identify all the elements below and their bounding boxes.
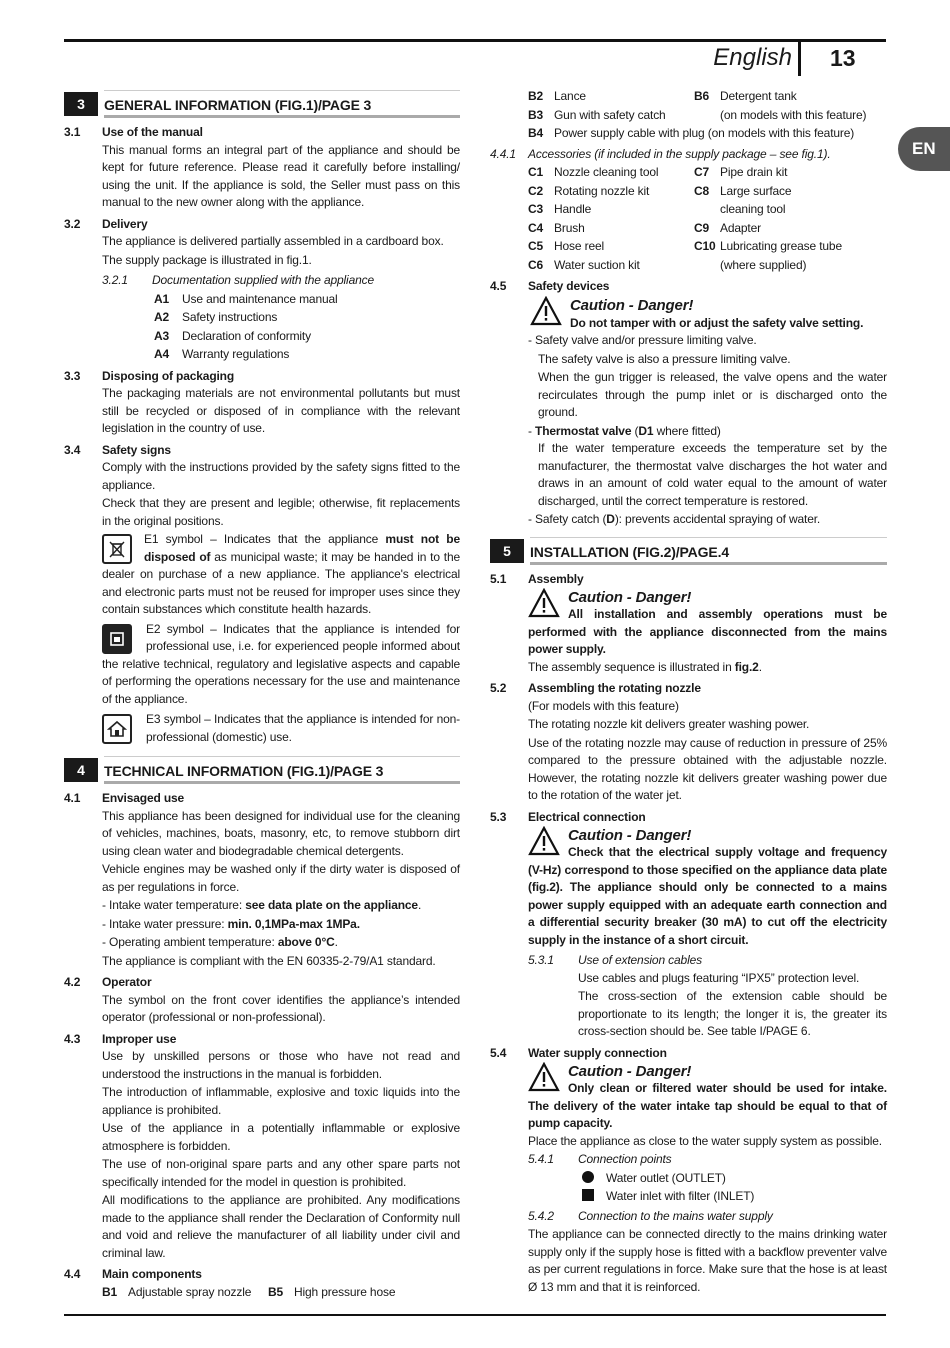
list-item (154, 328, 460, 346)
paragraph: Use by unskilled persons or those who have not read and understood the instructions in the manual is forbidden. (102, 1049, 460, 1081)
warning-triangle-icon (530, 296, 562, 326)
subsection-5-3 (490, 809, 887, 1041)
subsection-5-3-1 (528, 952, 887, 970)
subsection-4-4 (64, 1266, 460, 1301)
subsection-4-4-1 (490, 146, 887, 164)
paragraph: When the gun trigger is released, the valve opens and the water recirculates through the pump inlet or is discharged onto the ground. (538, 370, 887, 419)
spacer (694, 201, 720, 219)
top-rule (64, 39, 886, 42)
bullet (528, 511, 887, 529)
symbol-e2-text (102, 621, 460, 709)
text-run-bold: D (606, 512, 615, 526)
item-label: Brush (554, 220, 585, 235)
subsection-title: Connection to the mains water supply (578, 1208, 773, 1223)
warning-triangle-icon (528, 1062, 560, 1092)
section-number: 4 (64, 758, 98, 782)
subsection-3-2-1 (102, 272, 460, 290)
caution-text: Only clean or filtered water should be used for intake. The delivery of the water intake tap should be equal to that of pump capacity. (528, 1081, 887, 1130)
symbol-e3-text (102, 711, 460, 746)
header-divider (798, 40, 801, 76)
text-run: The assembly sequence is illustrated in (528, 659, 735, 674)
section-5-heading (490, 537, 887, 565)
list-item (154, 291, 460, 309)
item-label: (where supplied) (720, 257, 807, 272)
item-code: B4 (528, 126, 544, 140)
item-code: C9 (694, 220, 710, 235)
text-run: ): prevents accidental spraying of water. (614, 512, 821, 526)
warning-triangle-icon (528, 826, 560, 856)
item-code: B5 (268, 1284, 284, 1299)
subsection-number: 4.5 (490, 279, 507, 293)
section-title: INSTALLATION (FIG.2)/PAGE.4 (530, 537, 887, 565)
item-code: B2 (528, 89, 544, 103)
text-run: - Safety catch ( (528, 512, 607, 526)
paragraph: The supply package is illustrated in fig.1. (102, 252, 312, 267)
text-run-bold: must not be disposed of (144, 532, 460, 564)
item-code: A3 (154, 328, 170, 343)
subsection-4-1 (64, 790, 460, 970)
item-label: Pipe drain kit (720, 165, 788, 179)
item-label: Warranty regulations (182, 347, 290, 361)
subsection-title: Documentation supplied with the appliance (152, 273, 374, 287)
right-column (490, 88, 887, 1296)
subsection-number: 4.1 (64, 791, 81, 805)
spacer (694, 257, 720, 275)
bullet (102, 934, 460, 952)
paragraph: The packaging materials are not environmental pollutants but must still be recycled or disposed of in compliance with the relevant legislation in the country of use. (102, 386, 460, 435)
subsection-number: 4.3 (64, 1031, 81, 1046)
subsection-title: Improper use (102, 1031, 177, 1046)
accessories-grid (528, 163, 887, 274)
bullet (102, 916, 460, 934)
caution-title: Caution - Danger! (570, 296, 694, 314)
subsection-3-3 (64, 368, 460, 438)
text-run: as municipal waste; it may be handed in to the dealer on purchase of a new appliance. The appliance's electrical and electronic parts must not be reused for improper uses since they contain substances which constitute health hazards. (102, 549, 460, 616)
item-label: Water inlet with filter (INLET) (606, 1189, 755, 1203)
connection-point-inlet (582, 1188, 887, 1206)
professional-use-icon (102, 624, 132, 654)
subsection-title: Delivery (102, 216, 148, 231)
item-code: B1 (102, 1284, 118, 1299)
subsection-5-2 (490, 680, 887, 805)
item-label: (on models with this feature) (720, 107, 867, 122)
text-run: - Intake water pressure: (102, 916, 228, 931)
text-run-bold: fig.2 (734, 659, 759, 674)
list-item (694, 183, 887, 201)
list-item (694, 164, 887, 182)
paragraph: The symbol on the front cover identifies the appliance’s intended operator (professional or non-professional). (102, 992, 460, 1024)
header-language: English (713, 44, 792, 71)
list-item (528, 107, 694, 125)
subsection-title: Connection points (578, 1152, 672, 1166)
item-code: C1 (528, 165, 544, 179)
item-code: C2 (528, 183, 544, 198)
list-item (154, 346, 460, 364)
text-run: ( (631, 423, 639, 438)
subsection-number: 4.2 (64, 975, 81, 989)
caution-title: Caution - Danger! (568, 589, 692, 606)
subsection-title: Electrical connection (528, 809, 646, 824)
subsection-title: Disposing of packaging (102, 368, 235, 383)
item-label: Declaration of conformity (182, 328, 311, 343)
text-run: where fitted) (653, 423, 721, 438)
list-item (528, 201, 694, 219)
paragraph: Check that they are present and legible; otherwise, fit replacements in the original positions. (102, 496, 460, 528)
item-code: C8 (694, 183, 710, 198)
item-label: Safety instructions (182, 310, 278, 324)
item-code: C4 (528, 220, 544, 235)
item-code: C6 (528, 257, 544, 272)
text-run-bold: min. 0,1MPa-max 1MPa. (227, 916, 360, 931)
symbol-e1-text (102, 531, 460, 619)
page-number: 13 (830, 45, 856, 71)
paragraph: Place the appliance as close to the water supply system as possible. (528, 1133, 882, 1148)
text-run-bold: see data plate on the appliance (245, 898, 418, 912)
subsection-3-2 (64, 216, 460, 364)
paragraph: This appliance has been designed for individual use for the cleaning of vehicles, machines, boats, masonry, etc, to remove stubborn dirt using clean water and biodegradable chemical detergents. (102, 808, 460, 858)
subsection-title: Safety devices (528, 279, 610, 293)
subsection-title: Operator (102, 975, 152, 989)
paragraph: The cross-section of the extension cable should be proportionate to its length; the longer it is, the greater its cross-section should be. See table I/PAGE 6. (578, 989, 887, 1038)
item-code: C3 (528, 202, 544, 216)
safety-devices-list (528, 332, 887, 529)
text-run-bold: above 0°C (277, 935, 335, 949)
text-run: E2 symbol – Indicates that the appliance is intended for professional use, i.e. for experienced people informed about the relative technical, regulatory and legislative aspects and capable of performing the operations necessary for the use and maintenance of the appliance. (102, 621, 460, 706)
subsection-title: Accessories (if included in the supply package – see fig.1). (528, 146, 831, 161)
square-bullet-icon (582, 1189, 594, 1201)
circle-bullet-icon (582, 1171, 594, 1183)
text-run: . (417, 898, 422, 912)
section-4-heading (64, 756, 460, 784)
item-label: Water outlet (OUTLET) (606, 1170, 726, 1185)
text-run-bold: D1 (638, 423, 654, 438)
text-run: E3 symbol – Indicates that the appliance is intended for non-professional (domestic) use. (146, 712, 460, 744)
item-label: Large surface (720, 183, 792, 198)
subsection-title: Assembly (528, 571, 584, 586)
components-grid (528, 88, 887, 124)
left-column (64, 88, 460, 1301)
caution-title: Caution - Danger! (568, 1063, 692, 1080)
item-code: A1 (154, 291, 170, 306)
item-label: Power supply cable with plug (on models with this feature) (554, 126, 855, 140)
item-label: cleaning tool (720, 202, 786, 216)
text-run: . (758, 659, 762, 674)
item-label: Handle (554, 202, 592, 216)
subsection-title: Water supply connection (528, 1045, 667, 1060)
item-code: B3 (528, 107, 544, 122)
extension-cables-text (578, 970, 887, 1041)
accessories-list (528, 163, 887, 274)
caution-text: Check that the electrical supply voltage and frequency (V-Hz) correspond to those specified on the appliance data plate (fig.2). The appliance should only be connected to a mains power supply equipped with an adequate earth connection and a differential security breaker (30 mA) to cut off the electricity supply in the instance of a short circuit. (528, 845, 887, 947)
list-item (528, 183, 694, 201)
bullet (102, 897, 460, 915)
paragraph: The use of non-original spare parts and any other spare parts not specifically intended for the model in question is prohibited. (102, 1157, 460, 1189)
crossed-bin-icon (102, 534, 132, 564)
bottom-rule (64, 1314, 886, 1316)
subsection-5-4 (490, 1045, 887, 1297)
section-title: GENERAL INFORMATION (FIG.1)/PAGE 3 (104, 90, 460, 118)
paragraph: Use cables and plugs featuring “IPX5” protection level. (578, 970, 860, 985)
subsection-5-4-2 (528, 1208, 887, 1226)
section-number: 5 (490, 539, 524, 563)
text-run: - (528, 423, 536, 438)
subsection-number: 5.4.2 (528, 1208, 554, 1223)
subsection-number: 3.3 (64, 368, 81, 383)
list-item (528, 88, 694, 106)
list-item (528, 125, 887, 143)
item-label: Detergent tank (720, 89, 797, 103)
subsection-title: Safety signs (102, 442, 171, 457)
paragraph: The rotating nozzle kit delivers greater washing power. (528, 717, 810, 731)
paragraph: The safety valve is also a pressure limiting valve. (538, 351, 791, 366)
bullet: - Safety valve and/or pressure limiting valve. (528, 333, 757, 347)
text-run: E1 symbol – Indicates that the appliance (144, 532, 386, 546)
subsection-number: 5.4.1 (528, 1152, 554, 1166)
list-item (154, 309, 460, 327)
paragraph: Comply with the instructions provided by the safety signs fitted to the appliance. (102, 460, 460, 492)
text-run-bold: Thermostat valve (535, 423, 632, 438)
item-label: Hose reel (554, 239, 605, 253)
list-item (528, 164, 694, 182)
item-code: A2 (154, 310, 170, 324)
item-code: C5 (528, 239, 544, 253)
paragraph: Use of the appliance in a potentially inflammable or explosive atmosphere is forbidden. (102, 1121, 460, 1153)
list-item-note (694, 257, 887, 275)
list-item (528, 238, 694, 256)
list-item (694, 220, 887, 238)
paragraph: This manual forms an integral part of the appliance and should be kept for future reference. Please read it carefully before installing/ using the unit. If the appliance is sold, the Seller must pass on this manual to the new owner along with the appliance. (102, 142, 460, 209)
domestic-use-icon (102, 714, 132, 744)
section-title: TECHNICAL INFORMATION (FIG.1)/PAGE 3 (104, 756, 460, 784)
item-label: Lance (554, 89, 586, 103)
subsection-4-2 (64, 974, 460, 1027)
caution-text: Do not tamper with or adjust the safety valve setting. (570, 315, 864, 330)
list-item (528, 220, 694, 238)
subsection-3-1 (64, 124, 460, 212)
item-label: Water suction kit (554, 257, 640, 272)
subsection-number: 5.3 (490, 809, 507, 824)
item-code: A4 (154, 347, 170, 361)
subsection-number: 5.2 (490, 681, 507, 695)
list-item-note (694, 107, 887, 125)
subsection-title: Use of the manual (102, 125, 203, 139)
section-number: 3 (64, 92, 98, 116)
text-run: - Operating ambient temperature: (102, 935, 278, 949)
item-label: Lubricating grease tube (720, 239, 842, 253)
caution-title: Caution - Danger! (568, 827, 692, 844)
documentation-list (154, 291, 460, 364)
subsection-title: Main components (102, 1267, 202, 1281)
connection-point-outlet (582, 1170, 887, 1188)
paragraph: If the water temperature exceeds the temperature set by the manufacturer, the thermostat valve discharges the hot water and draws in an amount of cold water equal to the amount of water discharged, until the correct temperature is restored. (538, 441, 887, 508)
subsection-number: 4.4 (64, 1267, 81, 1281)
subsection-number: 3.4 (64, 442, 81, 457)
caution-heading (530, 296, 887, 333)
subsection-4-5 (490, 278, 887, 332)
text-run: - Intake water temperature: (102, 898, 246, 912)
item-label: Nozzle cleaning tool (554, 165, 659, 179)
item-code: C7 (694, 165, 710, 179)
item-label: Gun with safety catch (554, 107, 666, 122)
subsection-4-3 (64, 1031, 460, 1263)
item-code: B6 (694, 89, 710, 103)
list-item (694, 88, 887, 106)
subsection-number: 5.4 (490, 1045, 507, 1060)
subsection-title: Envisaged use (102, 791, 185, 805)
subsection-title: Assembling the rotating nozzle (528, 681, 701, 695)
subsection-5-1 (490, 571, 887, 677)
list-item (694, 238, 887, 256)
components-continued (528, 88, 887, 143)
subsection-number: 5.1 (490, 571, 507, 586)
paragraph: The introduction of inflammable, explosive and toxic liquids into the appliance is prohibited. (102, 1085, 460, 1117)
subsection-number: 3.1 (64, 125, 81, 139)
item-code: C10 (694, 239, 716, 253)
paragraph: The appliance can be connected directly to the mains drinking water supply only if the supply hose is fitted with a backflow preventer valve as per current regulations in force. Make sure that the hose is at least Ø 13 mm and that it is reinforced. (528, 1227, 887, 1294)
item-label: High pressure hose (294, 1284, 396, 1299)
spacer (694, 107, 720, 125)
caution-box (530, 296, 887, 333)
warning-triangle-icon (528, 588, 560, 618)
item-label: Rotating nozzle kit (554, 183, 650, 198)
paragraph: The appliance is delivered partially assembled in a cardboard box. (102, 234, 444, 248)
list-item (528, 257, 694, 275)
subsection-number: 3.2.1 (102, 273, 128, 287)
caution-text: All installation and assembly operations must be performed with the appliance disconnected from the mains power supply. (528, 607, 887, 656)
subsection-3-4 (64, 442, 460, 747)
language-tab: EN (898, 127, 950, 171)
bullet (528, 423, 887, 441)
subsection-title: Use of extension cables (578, 953, 702, 967)
paragraph (528, 659, 887, 677)
list-item-note (694, 201, 887, 219)
subsection-number: 4.4.1 (490, 146, 516, 161)
paragraph: The appliance is compliant with the EN 60335-2-79/A1 standard. (102, 953, 436, 968)
text-run: . (334, 935, 338, 949)
subsection-number: 3.2 (64, 216, 81, 231)
item-label: Adjustable spray nozzle (128, 1284, 252, 1299)
subsection-number: 5.3.1 (528, 953, 554, 967)
item-label: Use and maintenance manual (182, 291, 338, 306)
paragraph: Vehicle engines may be washed only if the dirty water is disposed of as per regulations in force. (102, 862, 460, 894)
item-label: Adapter (720, 220, 761, 235)
subsection-5-4-1 (528, 1151, 887, 1169)
section-3-heading (64, 90, 460, 118)
paragraph: All modifications to the appliance are prohibited. Any modifications made to the appliance shall render the Declaration of Conformity null and void and relieve the manufacturer of all liability under civil and criminal law. (102, 1193, 460, 1260)
components-row (102, 1284, 460, 1302)
paragraph: (For models with this feature) (528, 698, 679, 713)
paragraph: Use of the rotating nozzle may cause of reduction in pressure of 25% compared to the pressure obtained with the adjustable nozzle. However, the rotating nozzle kit delivers greater washing power due to the rotation of the water jet. (528, 735, 887, 802)
